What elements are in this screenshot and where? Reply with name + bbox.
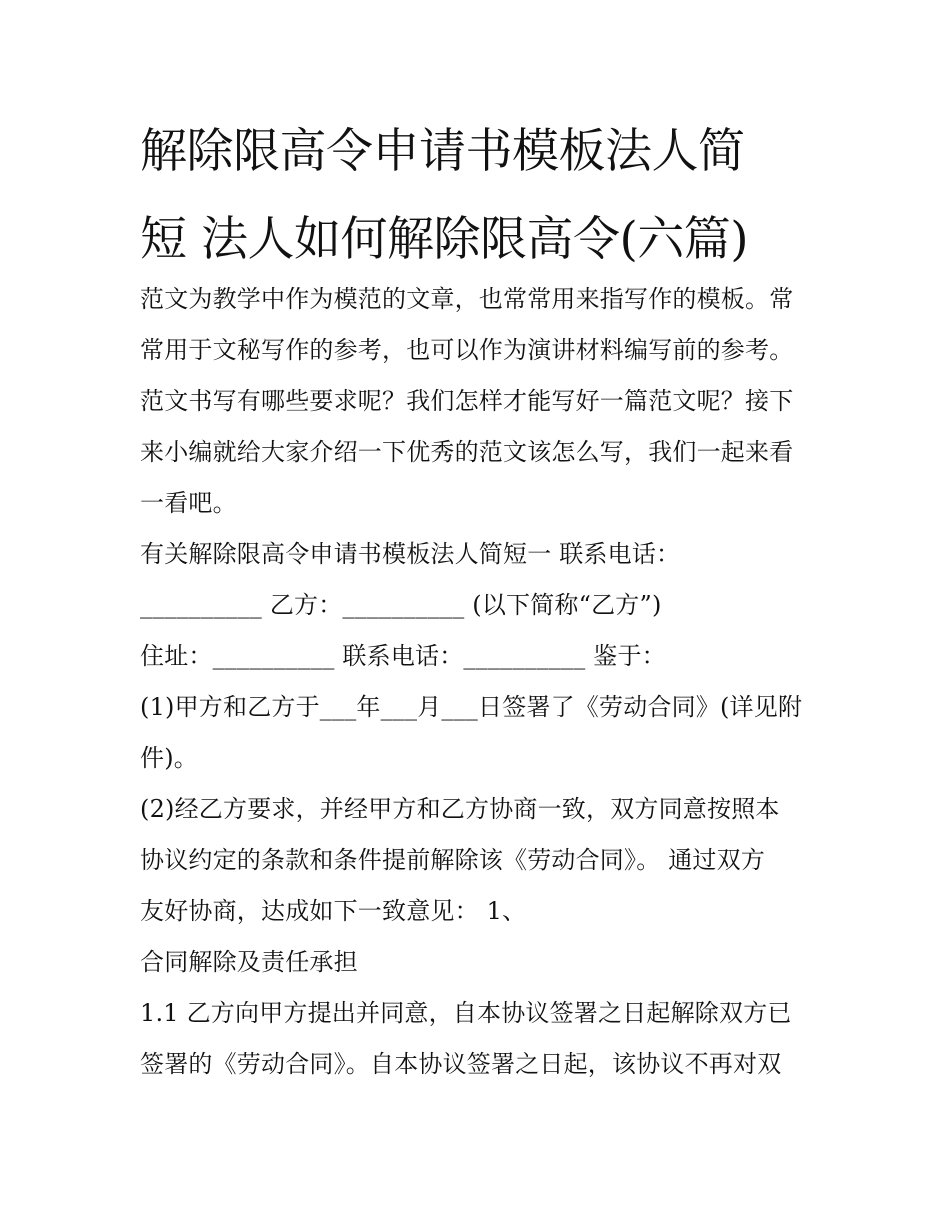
body-line: 有关解除限高令申请书模板法人简短一 联系电话：: [140, 540, 681, 568]
body-line: 协议约定的条款和条件提前解除该《劳动合同》。 通过双方: [140, 846, 766, 874]
body-line: 一看吧。: [140, 489, 237, 517]
body-line: 签署的《劳动合同》。自本协议签署之日起，该协议不再对双: [140, 1050, 782, 1078]
body-line: 1.1 乙方向甲方提出并同意，自本协议签署之日起解除双方已: [140, 999, 792, 1027]
body-line: 件)。: [140, 744, 198, 772]
document-body: [140, 274, 830, 1090]
body-line: 友好协商，达成如下一致意见： 1、: [140, 897, 527, 925]
body-line: 合同解除及责任承担: [140, 948, 358, 976]
body-line: 范文书写有哪些要求呢？我们怎样才能写好一篇范文呢？接下: [140, 387, 794, 415]
body-line: __________ 乙方：__________ (以下简称“乙方”): [140, 591, 662, 619]
body-line: 范文为教学中作为模范的文章，也常常用来指写作的模板。常: [140, 285, 794, 313]
body-line: 来小编就给大家介绍一下优秀的范文该怎么写，我们一起来看: [140, 438, 794, 466]
title-line-2: 短 法人如何解除限高令(六篇): [140, 212, 749, 267]
body-line: (1)甲方和乙方于___年___月___日签署了《劳动合同》(详见附: [140, 693, 803, 721]
body-line: 常用于文秘写作的参考，也可以作为演讲材料编写前的参考。: [140, 336, 794, 364]
document-title: [140, 108, 820, 284]
body-line: 住址：__________ 联系电话：__________ 鉴于：: [140, 642, 666, 670]
title-line-1: 解除限高令申请书模板法人简: [140, 124, 745, 179]
body-line: (2)经乙方要求，并经甲方和乙方协商一致，双方同意按照本: [140, 795, 780, 823]
